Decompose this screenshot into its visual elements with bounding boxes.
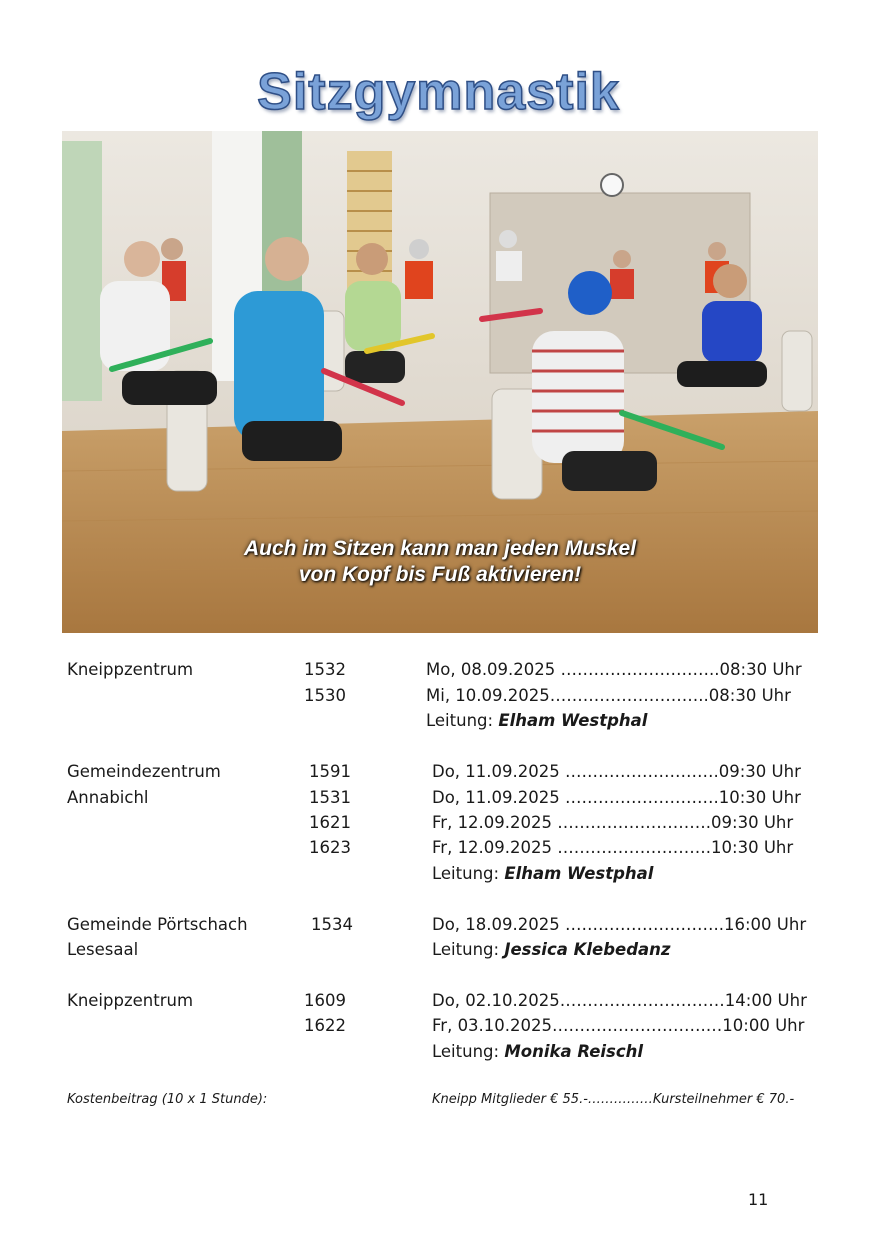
- course-code: 1531: [309, 788, 351, 807]
- course-date: Mo, 08.09.2025 ………………………..08:30 Uhr: [426, 660, 802, 679]
- course-date: Fr, 12.09.2025 ……………………….10:30 Uhr: [432, 838, 794, 857]
- course-code: 1623: [309, 838, 351, 857]
- photo-caption-line2: von Kopf bis Fuß aktivieren!: [298, 563, 582, 586]
- course-code: 1621: [309, 813, 351, 832]
- location-name: Annabichl: [67, 788, 149, 807]
- page-number: 11: [748, 1190, 769, 1209]
- course-leader: Leitung: Monika Reischl: [432, 1042, 644, 1061]
- course-code: 1530: [304, 686, 346, 705]
- course-date: Mi, 10.09.2025………………………..08:30 Uhr: [426, 686, 791, 705]
- course-leader: Leitung: Jessica Klebedanz: [432, 940, 671, 959]
- location-name: Gemeindezentrum: [67, 762, 221, 781]
- course-date: Fr, 12.09.2025 ……………………….09:30 Uhr: [432, 813, 794, 832]
- location-name: Lesesaal: [67, 940, 139, 959]
- fee-details: Kneipp Mitglieder € 55.-……………Kursteilnehmer € 70.-: [432, 1092, 795, 1107]
- course-leader: Leitung: Elham Westphal: [432, 864, 654, 883]
- course-date: Do, 11.09.2025 ……………………….09:30 Uhr: [432, 762, 801, 781]
- course-date: Do, 18.09.2025 ………………………..16:00 Uhr: [432, 915, 807, 934]
- course-code: 1591: [309, 762, 351, 781]
- page-title: Sitzgymnastik: [257, 63, 620, 121]
- course-date: Do, 11.09.2025 ……………………….10:30 Uhr: [432, 788, 801, 807]
- course-code: 1534: [311, 915, 353, 934]
- course-date: Fr, 03.10.2025……………………….…10:00 Uhr: [432, 1016, 805, 1035]
- course-date: Do, 02.10.2025…………………………14:00 Uhr: [432, 991, 807, 1010]
- fee-label: Kostenbeitrag (10 x 1 Stunde):: [67, 1092, 268, 1107]
- course-code: 1622: [304, 1016, 346, 1035]
- location-name: Kneippzentrum: [67, 660, 194, 679]
- exercise-class-photo: [62, 131, 818, 633]
- location-name: Gemeinde Pörtschach: [67, 915, 248, 934]
- photo-caption-line1: Auch im Sitzen kann man jeden Muskel: [243, 537, 637, 560]
- course-code: 1532: [304, 660, 346, 679]
- location-name: Kneippzentrum: [67, 991, 194, 1010]
- course-leader: Leitung: Elham Westphal: [426, 711, 648, 730]
- course-code: 1609: [304, 991, 346, 1010]
